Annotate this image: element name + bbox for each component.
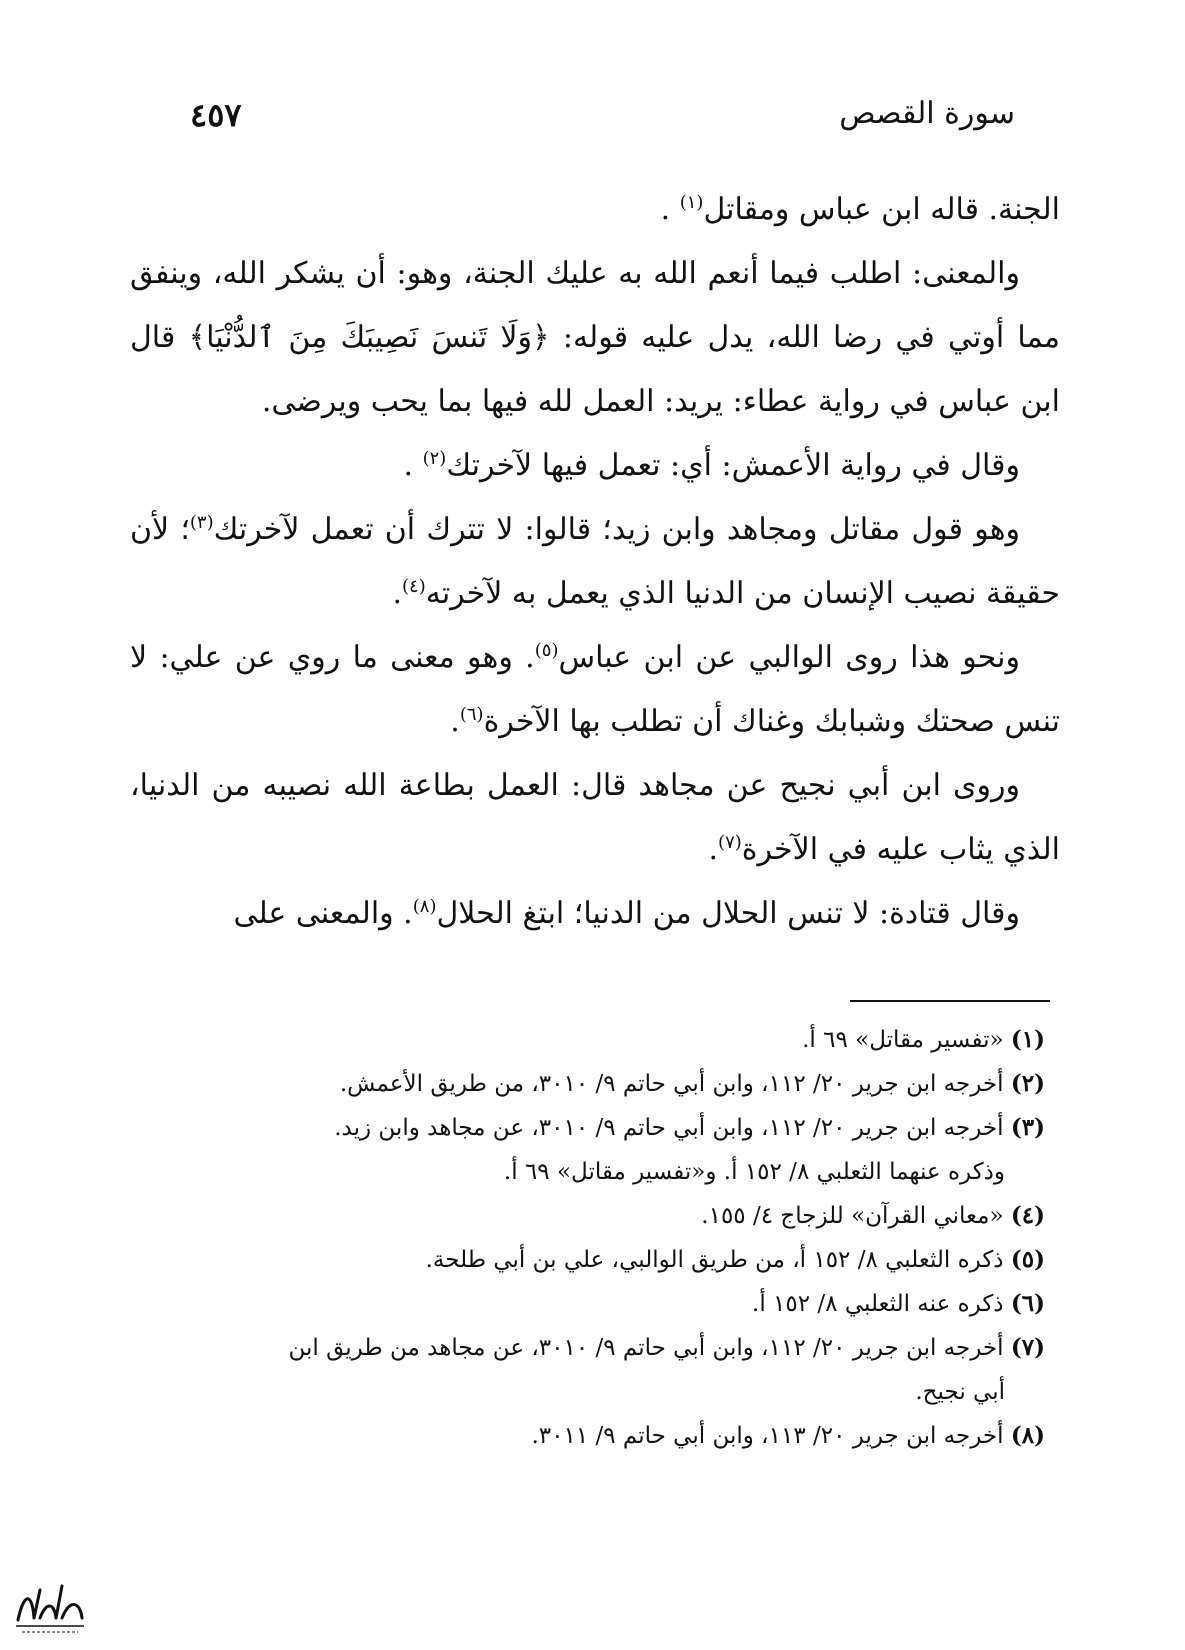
- footnote-number: (١): [1010, 1026, 1045, 1053]
- footnote-ref: (٢): [422, 448, 447, 469]
- footnote-number: (٣): [1010, 1114, 1045, 1141]
- footnote-text: ذكره الثعلبي ٨/ ١٥٢ أ، من طريق الوالبي، علي بن أبي طلحة.: [425, 1247, 1004, 1273]
- almoshahma-logo-icon: [10, 1572, 90, 1642]
- main-text: [130, 178, 1060, 946]
- text-run: قال ابن عباس في رواية عطاء: يريد: العمل لله فيها بما يحب ويرضى.: [130, 320, 1060, 419]
- text-run: ونحو هذا روى الوالبي عن ابن عباس: [558, 640, 1020, 675]
- text-run: .: [392, 576, 402, 611]
- surah-title: سورة القصص: [839, 96, 1015, 131]
- footnote-ref: (١): [679, 192, 704, 213]
- footnote-ref: (٣): [189, 512, 214, 533]
- footnote-number: (٢): [1010, 1070, 1045, 1097]
- quran-verse: ﴿وَلَا تَنسَ نَصِيبَكَ مِنَ ٱلدُّنْيَا﴾: [188, 320, 550, 355]
- text-run: .: [660, 192, 680, 227]
- footnote-6: [130, 1282, 1045, 1326]
- footnote-text: ذكره عنه الثعلبي ٨/ ١٥٢ أ.: [752, 1291, 1004, 1317]
- footnote-ref: (٨): [412, 896, 437, 917]
- footnote-text: «تفسير مقاتل» ٦٩ أ.: [802, 1027, 1004, 1053]
- footnote-text: أخرجه ابن جرير ٢٠/ ١١٢، وابن أبي حاتم ٩/ ٣٠١٠، عن مجاهد من طريق ابن: [288, 1335, 1004, 1361]
- text-run: . والمعنى على: [233, 896, 413, 931]
- text-run: الجنة. قاله ابن عباس ومقاتل: [703, 192, 1060, 227]
- text-run: .: [708, 832, 719, 867]
- text-run: وقال قتادة: لا تنس الحلال من الدنيا؛ ابتغ الحلال: [436, 896, 1020, 931]
- footnote-3-continued: وذكره عنهما الثعلبي ٨/ ١٥٢ أ. و«تفسير مقاتل» ٦٩ أ.: [503, 1159, 1005, 1185]
- footnotes: [130, 1018, 1045, 1458]
- text-run: .: [450, 704, 460, 739]
- footnote-number: (٥): [1010, 1246, 1045, 1273]
- text-run: وروى ابن أبي نجيح عن مجاهد قال: العمل بطاعة الله نصيبه من الدنيا، الذي يثاب عليه في الآخرة: [130, 768, 1060, 867]
- footnote-7: [130, 1326, 1045, 1370]
- text-run: .: [403, 448, 423, 483]
- paragraph-5: [130, 626, 1060, 754]
- text-run: . وهو معنى ما روي عن علي: لا تنس صحتك وشبابك وغناك أن تطلب بها الآخرة: [130, 640, 1060, 739]
- text-run: وهو قول مقاتل ومجاهد وابن زيد؛ قالوا: لا تترك أن تعمل لآخرتك: [213, 512, 1020, 547]
- footnote-text: أخرجه ابن جرير ٢٠/ ١١٣، وابن أبي حاتم ٩/ ٣٠١١.: [531, 1423, 1004, 1449]
- page-header: [190, 96, 1015, 146]
- footnote-divider: [850, 1000, 1050, 1002]
- paragraph-4: [130, 498, 1060, 626]
- footnote-1: [130, 1018, 1045, 1062]
- footnote-number: (٨): [1010, 1422, 1045, 1449]
- text-run: والمعنى: اطلب فيما أنعم الله به عليك الجنة، وهو: أن يشكر الله، وينفق مما أوتي في رضا الله، يدل عليه قوله:: [130, 256, 1060, 355]
- footnote-8: [130, 1414, 1045, 1458]
- footnote-5: [130, 1238, 1045, 1282]
- paragraph-1: [130, 178, 1060, 242]
- text-run: وقال في رواية الأعمش: أي: تعمل فيها لآخرتك: [446, 448, 1020, 483]
- footnote-7-continued: أبي نجيح.: [915, 1379, 1005, 1405]
- footnote-text: أخرجه ابن جرير ٢٠/ ١١٢، وابن أبي حاتم ٩/ ٣٠١٠، عن مجاهد وابن زيد.: [334, 1115, 1004, 1141]
- footnote-number: (٧): [1010, 1334, 1045, 1361]
- footnote-ref: (٤): [402, 576, 426, 597]
- footnote-4: [130, 1194, 1045, 1238]
- paragraph-7: [130, 882, 1060, 946]
- paragraph-3: [130, 434, 1060, 498]
- paragraph-6: [130, 754, 1060, 882]
- footnote-ref: (٦): [459, 704, 484, 725]
- footnote-ref: (٥): [534, 640, 559, 661]
- footnote-text: «معاني القرآن» للزجاج ٤/ ١٥٥.: [701, 1203, 1004, 1229]
- footnote-ref: (٧): [718, 832, 742, 853]
- footnote-text: أخرجه ابن جرير ٢٠/ ١١٢، وابن أبي حاتم ٩/ ٣٠١٠، من طريق الأعمش.: [339, 1071, 1004, 1097]
- text-run: ؛ لأن حقيقة نصيب الإنسان من الدنيا الذي يعمل به لآخرته: [130, 512, 1060, 611]
- footnote-number: (٦): [1010, 1290, 1045, 1317]
- footnote-2: [130, 1062, 1045, 1106]
- footnote-number: (٤): [1010, 1202, 1045, 1229]
- footnote-3: [130, 1106, 1045, 1150]
- page-number: ٤٥٧: [190, 96, 242, 134]
- paragraph-2: [130, 242, 1060, 434]
